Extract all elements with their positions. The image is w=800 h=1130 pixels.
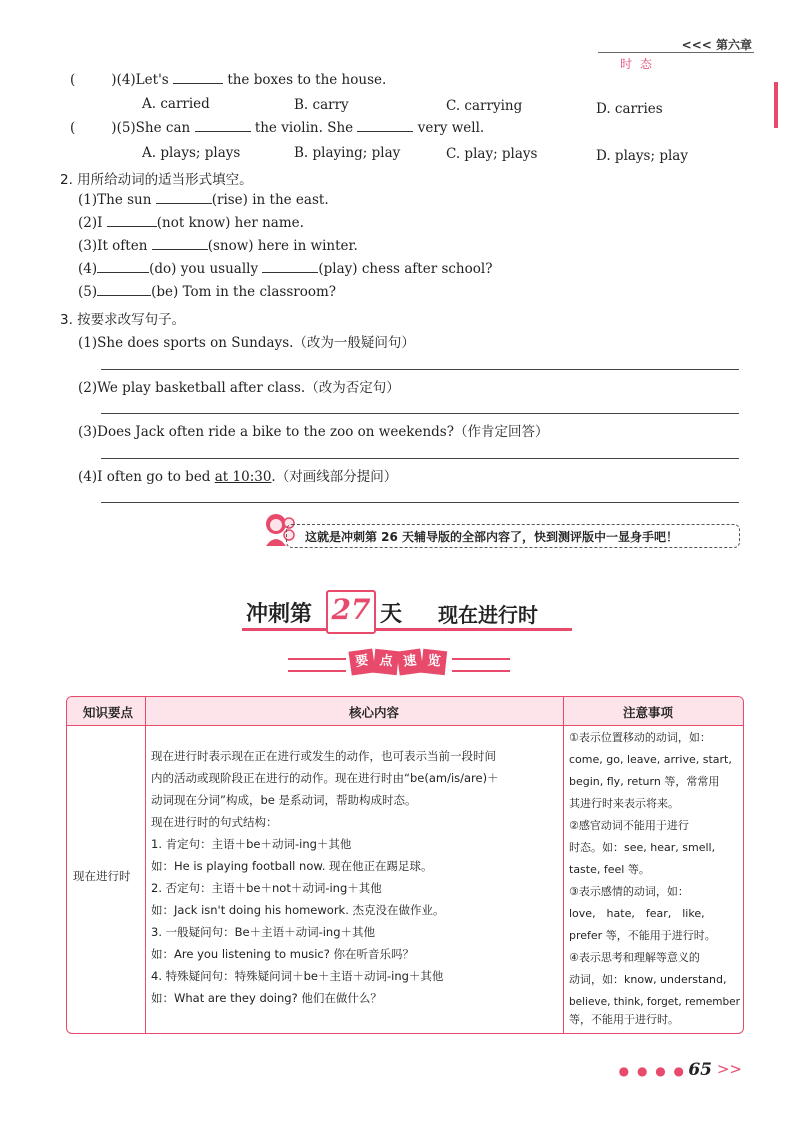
core-line: 如：Are you listening to music? 你在听音乐吗？: [151, 947, 415, 961]
fill-item-3: [78, 238, 358, 254]
page-title: 现在进行时: [438, 603, 538, 627]
badge-char: 览: [421, 649, 447, 675]
fill-item-text: (be) Tom in the classroom?: [151, 284, 336, 300]
title-underline: [242, 628, 572, 631]
badge-char: 要: [348, 648, 375, 675]
note-line: 其进行时来表示将来。: [569, 797, 679, 810]
page-edge-marker: [774, 82, 778, 128]
fill-item-text: (snow) here in winter.: [207, 238, 358, 254]
table-header-row: [67, 697, 743, 726]
rewrite-item-3: (3)Does Jack often ride a bike to the zoo on weekends?（作肯定回答）: [78, 424, 549, 440]
answer-paren-open: (: [70, 72, 76, 88]
core-line: 现在进行时的句式结构：: [151, 815, 278, 829]
title-prefix: 冲刺第: [246, 602, 313, 627]
core-line: 4. 特殊疑问句：特殊疑问词＋be＋主语＋动词-ing＋其他: [151, 969, 444, 983]
table-header: 注意事项: [623, 705, 674, 720]
note-line: love, hate, fear, like,: [569, 907, 705, 920]
column-divider: [145, 697, 146, 1033]
fill-item-5: [78, 284, 336, 300]
answer-paren-open: (: [70, 120, 76, 136]
option-d: D. carries: [596, 101, 663, 117]
rewrite-item-text: .（对画线部分提问）: [271, 469, 398, 485]
core-line: 如：Jack isn't doing his homework. 杰克没在做作业。: [151, 903, 445, 917]
fill-item-text: (2)I: [78, 215, 103, 231]
title-suffix: 天: [380, 602, 403, 627]
answer-blank[interactable]: [97, 295, 151, 296]
fill-item-text: (play) chess after school?: [318, 261, 493, 277]
note-line: ④表示思考和理解等意义的: [569, 951, 700, 964]
core-line: 内的活动或现阶段正在进行的动作。现在进行时由“be(am/is/are)＋: [151, 771, 499, 785]
core-line: 2. 否定句：主语＋be＋not＋动词-ing＋其他: [151, 881, 382, 895]
answer-blank[interactable]: [156, 203, 212, 204]
note-line: begin, fly, return 等，常常用: [569, 775, 720, 788]
day-number: 27: [331, 593, 371, 626]
option-a: A. plays; plays: [142, 145, 241, 161]
answer-line[interactable]: [101, 413, 739, 414]
table-header: 核心内容: [349, 705, 400, 720]
note-line: 等，不能用于进行时。: [569, 1013, 679, 1026]
question-stem: (4)Let's: [116, 72, 169, 88]
fill-item-text: (5): [78, 284, 98, 300]
question-stem-tail: very well.: [417, 120, 485, 136]
header-divider: [598, 52, 754, 53]
badge-char: 点: [373, 649, 399, 675]
note-line: 时态。如：see, hear, smell,: [569, 841, 716, 854]
next-page-arrow-icon[interactable]: >>: [716, 1060, 742, 1078]
column-divider: [563, 697, 564, 1033]
badge-divider-left: [288, 658, 346, 672]
section-2-title: 2. 用所给动词的适当形式填空。: [60, 172, 253, 188]
note-line: come, go, leave, arrive, start,: [569, 753, 732, 766]
fill-item-text: (4): [78, 261, 98, 277]
core-line: 如：He is playing football now. 现在他正在踢足球。: [151, 859, 433, 873]
underlined-phrase: at 10:30: [214, 469, 272, 485]
tip-banner: [286, 524, 740, 548]
badge-divider-right: [452, 658, 510, 672]
note-line: ②感官动词不能用于进行: [569, 819, 689, 832]
page-dots: ● ● ● ●: [618, 1064, 686, 1078]
mc-question-4: [70, 72, 386, 88]
fill-item-2: [78, 215, 304, 231]
topic-cell: 现在进行时: [73, 869, 131, 883]
day-number-box: [326, 590, 376, 634]
note-line: taste, feel 等。: [569, 863, 650, 876]
answer-blank[interactable]: [357, 131, 413, 132]
fill-item-text: (do) you usually: [149, 261, 259, 277]
question-stem-tail: the boxes to the house.: [227, 72, 387, 88]
core-line: 3. 一般疑问句：Be＋主语＋动词-ing＋其他: [151, 925, 376, 939]
answer-line[interactable]: [101, 369, 739, 370]
option-c: C. carrying: [446, 98, 523, 114]
rewrite-item-text: (4)I often go to bed: [78, 469, 215, 485]
answer-paren-close: ): [111, 120, 117, 136]
answer-paren-close: ): [111, 72, 117, 88]
question-stem: (5)She can: [116, 120, 191, 136]
core-line: 1. 肯定句：主语＋be＋动词-ing＋其他: [151, 837, 352, 851]
note-line: ①表示位置移动的动词，如：: [569, 731, 711, 744]
fill-item-4: [78, 261, 492, 277]
option-b: B. carry: [294, 97, 349, 113]
answer-blank[interactable]: [262, 272, 318, 273]
chapter-subtitle: 时 态: [620, 57, 654, 71]
answer-blank[interactable]: [195, 131, 251, 132]
page-number: 65: [688, 1060, 712, 1080]
answer-blank[interactable]: [97, 272, 149, 273]
section-3-title: 3. 按要求改写句子。: [60, 312, 186, 328]
answer-line[interactable]: [101, 502, 739, 503]
knowledge-table: [66, 696, 744, 1034]
option-c: C. play; plays: [446, 146, 538, 162]
tip-text: 这就是冲刺第 26 天辅导版的全部内容了，快到测评版中一显身手吧！: [305, 530, 679, 544]
core-line: 如：What are they doing? 他们在做什么？: [151, 991, 382, 1005]
note-line: believe, think, forget, remember: [569, 996, 740, 1008]
fill-item-text: (rise) in the east.: [211, 192, 329, 208]
fill-item-1: [78, 192, 329, 208]
answer-line[interactable]: [101, 458, 739, 459]
note-line: 动词，如：know, understand,: [569, 973, 727, 986]
core-line: 现在进行时表示现在正在进行或发生的动作，也可表示当前一段时间: [151, 749, 496, 763]
fill-item-text: (not know) her name.: [156, 215, 304, 231]
rewrite-item-1: (1)She does sports on Sundays.（改为一般疑问句）: [78, 335, 415, 351]
chapter-label: <<< 第六章: [681, 38, 752, 52]
mc-question-5: [70, 120, 484, 136]
rewrite-item-4: [78, 465, 397, 485]
answer-blank[interactable]: [107, 226, 157, 227]
note-line: prefer 等，不能用于进行时。: [569, 929, 716, 942]
option-a: A. carried: [142, 96, 210, 112]
core-line: 动词现在分词”构成，be 是系动词，帮助构成时态。: [151, 793, 417, 807]
question-stem-mid: the violin. She: [254, 120, 354, 136]
table-header: 知识要点: [83, 705, 134, 720]
answer-blank[interactable]: [152, 249, 208, 250]
option-b: B. playing; play: [294, 145, 401, 161]
fill-item-text: (1)The sun: [78, 192, 152, 208]
option-d: D. plays; play: [596, 148, 688, 164]
rewrite-item-2: (2)We play basketball after class.（改为否定句）: [78, 380, 400, 396]
badge-char: 速: [396, 648, 423, 675]
note-line: ③表示感情的动词，如：: [569, 885, 689, 898]
fill-item-text: (3)It often: [78, 238, 148, 254]
answer-blank[interactable]: [173, 83, 223, 84]
